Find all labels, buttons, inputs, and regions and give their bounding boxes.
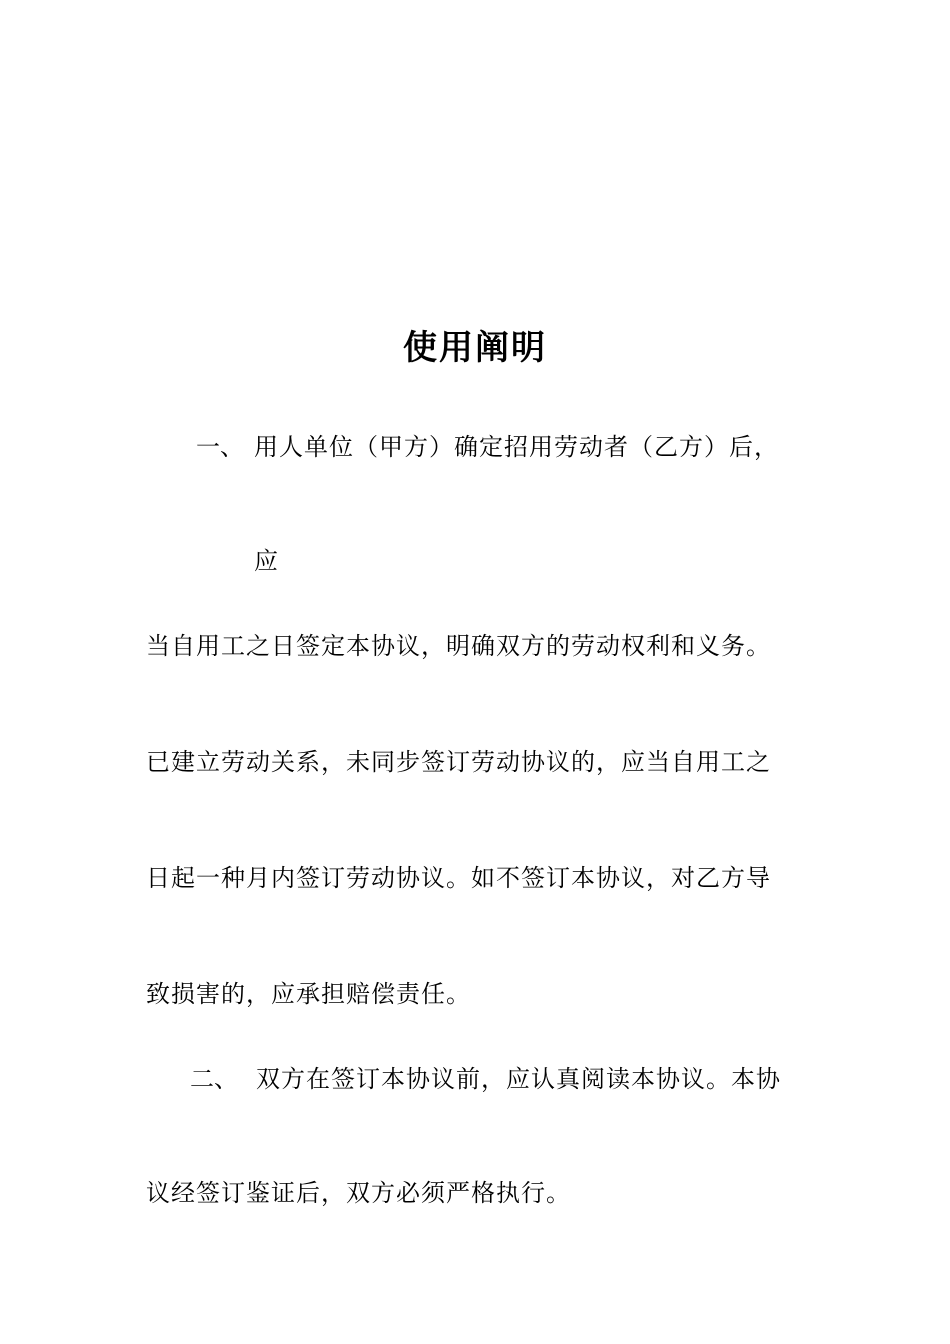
section-1-line-6: 致损害的，应承担赔偿责任。 [146, 980, 471, 1008]
section-number-2: 二、 [190, 1065, 238, 1093]
page-title: 使用阐明 [403, 328, 547, 368]
section-1-line-3: 当自用工之日签定本协议，明确双方的劳动权利和义务。 [146, 632, 771, 660]
section-1-line-5: 日起一种月内签订劳动协议。如不签订本协议，对乙方导 [146, 864, 771, 892]
section-2-line-1: 双方在签订本协议前，应认真阅读本协议。本协 [256, 1065, 781, 1093]
section-1-line-2: 应 [254, 547, 279, 575]
section-1-line-1: 用人单位（甲方）确定招用劳动者（乙方）后， [254, 433, 779, 461]
section-2-line-2: 议经签订鉴证后，双方必须严格执行。 [146, 1179, 571, 1207]
section-number-1: 一、 [196, 433, 244, 461]
section-1-line-4: 已建立劳动关系，未同步签订劳动协议的，应当自用工之 [146, 748, 771, 776]
